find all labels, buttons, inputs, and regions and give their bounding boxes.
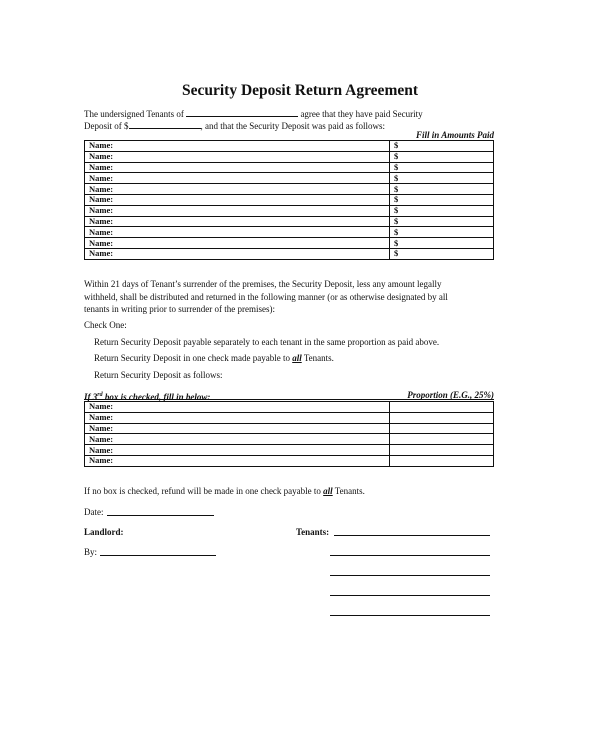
table-row [85, 402, 494, 413]
option-as-follows[interactable]: Return Security Deposit as follows: [94, 370, 223, 380]
option-text: Tenants. [303, 353, 334, 363]
name-cell[interactable]: Name: [85, 151, 390, 162]
intro-text: The undersigned Tenants of [84, 109, 184, 119]
amount-cell[interactable]: $ [390, 216, 494, 227]
date-label: Date: [84, 507, 104, 517]
name-cell[interactable]: Name: [85, 216, 390, 227]
header-underline [84, 399, 494, 400]
all-emphasis: all [323, 486, 333, 496]
amount-cell[interactable]: $ [390, 151, 494, 162]
option-one-check[interactable] [94, 352, 334, 365]
tenants-label: Tenants: [296, 527, 330, 537]
name-cell[interactable]: Name: [85, 445, 390, 456]
name-cell[interactable]: Name: [85, 194, 390, 205]
table-row [85, 162, 494, 173]
tenant-signature-field[interactable] [330, 555, 490, 556]
proportion-cell[interactable] [390, 434, 494, 445]
header-text: If 3 [84, 392, 98, 402]
deposit-amount-field[interactable] [129, 120, 201, 129]
no-box-text-b: Tenants. [334, 486, 365, 496]
table-row [85, 445, 494, 456]
name-cell[interactable]: Name: [85, 162, 390, 173]
amount-cell[interactable]: $ [390, 194, 494, 205]
all-emphasis: all [292, 353, 302, 363]
tenant-signature-field[interactable] [330, 595, 490, 596]
amounts-header: Fill in Amounts Paid [416, 130, 494, 140]
table-row [85, 184, 494, 195]
proportion-cell[interactable] [390, 445, 494, 456]
distribution-line: Within 21 days of Tenant’s surrender of the premises, the Security Deposit, less any amount legally [84, 279, 442, 289]
name-cell[interactable]: Name: [85, 455, 390, 466]
proportion-table [84, 401, 494, 467]
name-cell[interactable]: Name: [85, 402, 390, 413]
date-field[interactable] [107, 515, 214, 516]
tenant-signature-field[interactable] [330, 575, 490, 576]
name-cell[interactable]: Name: [85, 248, 390, 259]
table-row [85, 423, 494, 434]
option-separate-checks[interactable]: Return Security Deposit payable separately to each tenant in the same proportion as paid above. [94, 337, 440, 347]
table-row [85, 412, 494, 423]
intro-text: Deposit of $ [84, 121, 129, 131]
name-cell[interactable]: Name: [85, 434, 390, 445]
tenants-of-field[interactable] [186, 108, 298, 117]
table-row [85, 141, 494, 152]
table-row [85, 455, 494, 466]
intro-line-1 [84, 108, 423, 121]
proportion-cell[interactable] [390, 412, 494, 423]
name-cell[interactable]: Name: [85, 173, 390, 184]
name-cell[interactable]: Name: [85, 227, 390, 238]
option-text: Return Security Deposit in one check made payable to [94, 353, 290, 363]
distribution-line: tenants in writing prior to surrender of the premises): [84, 304, 275, 314]
proportion-cell[interactable] [390, 402, 494, 413]
name-cell[interactable]: Name: [85, 205, 390, 216]
distribution-text [84, 278, 448, 316]
proportion-cell[interactable] [390, 423, 494, 434]
header-sup: rd [97, 392, 103, 398]
name-cell[interactable]: Name: [85, 184, 390, 195]
name-cell[interactable]: Name: [85, 141, 390, 152]
amount-cell[interactable]: $ [390, 238, 494, 249]
landlord-signature-field[interactable] [100, 555, 216, 556]
amount-cell[interactable]: $ [390, 205, 494, 216]
table-row [85, 434, 494, 445]
table-row [85, 248, 494, 259]
document-title: Security Deposit Return Agreement [181, 82, 419, 99]
intro-line-2 [84, 120, 385, 133]
proportion-cell[interactable] [390, 455, 494, 466]
table-row [85, 194, 494, 205]
name-cell[interactable]: Name: [85, 423, 390, 434]
tenant-signature-field[interactable] [334, 535, 490, 536]
table-row [85, 205, 494, 216]
proportion-right-header: Proportion (E.G., 25%) [407, 390, 494, 400]
table-row [85, 238, 494, 249]
header-text: box is checked, fill in below: [102, 392, 211, 402]
tenant-table [84, 140, 494, 260]
amount-cell[interactable]: $ [390, 141, 494, 152]
amount-cell[interactable]: $ [390, 162, 494, 173]
name-cell[interactable]: Name: [85, 238, 390, 249]
intro-text: , and that the Security Deposit was paid as follows: [200, 121, 385, 131]
amount-cell[interactable]: $ [390, 248, 494, 259]
no-box-text [84, 485, 365, 498]
table-row [85, 173, 494, 184]
check-one-label: Check One: [84, 320, 127, 330]
table-row [85, 151, 494, 162]
amount-cell[interactable]: $ [390, 227, 494, 238]
tenant-signature-field[interactable] [330, 615, 490, 616]
table-row [85, 227, 494, 238]
amount-cell[interactable]: $ [390, 184, 494, 195]
landlord-label: Landlord: [84, 527, 124, 537]
by-label: By: [84, 547, 98, 557]
name-cell[interactable]: Name: [85, 412, 390, 423]
table-row [85, 216, 494, 227]
amount-cell[interactable]: $ [390, 173, 494, 184]
intro-text: agree that they have paid Security [300, 109, 423, 119]
distribution-line: withheld, shall be distributed and returned in the following manner (or as otherwise designated by all [84, 291, 448, 302]
no-box-text-a: If no box is checked, refund will be made in one check payable to [84, 486, 321, 496]
